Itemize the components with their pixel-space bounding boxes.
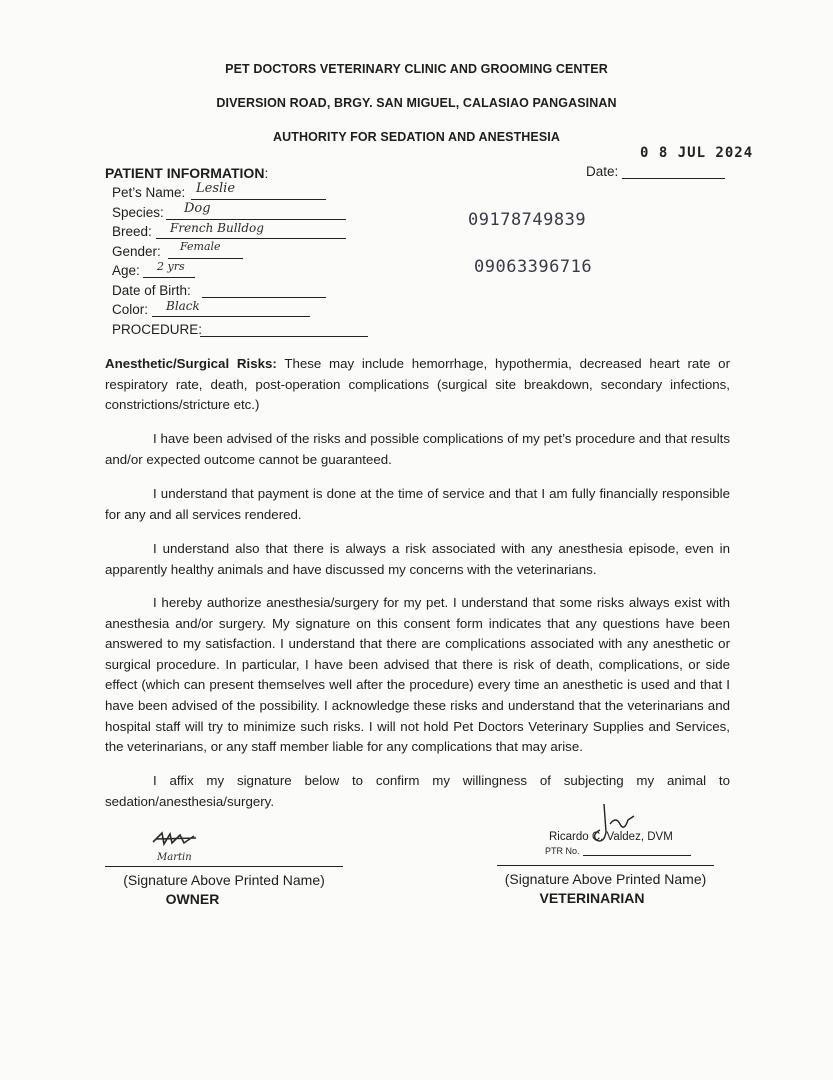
field-value-species: Dog <box>184 201 211 216</box>
field-value-pet-name: Leslie <box>196 181 236 196</box>
field-value-gender: Female <box>180 240 221 253</box>
field-label-color: Color: <box>112 302 149 317</box>
field-value-age: 2 yrs <box>157 260 185 273</box>
vet-printed-name: Ricardo C. Valdez, DVM <box>549 831 673 843</box>
owner-signature-scribble <box>150 828 202 850</box>
field-label-dob: Date of Birth: <box>112 283 191 298</box>
owner-caption: (Signature Above Printed Name) <box>123 872 325 888</box>
ptr-label: PTR No. <box>545 846 580 856</box>
owner-printed-name: Martin <box>157 852 192 863</box>
breed-line <box>156 238 346 239</box>
pet-name-line <box>191 199 326 200</box>
vet-caption: (Signature Above Printed Name) <box>504 871 707 887</box>
date-line <box>622 178 725 179</box>
clinic-name: PET DOCTORS VETERINARY CLINIC AND GROOMING CENTER <box>225 62 608 76</box>
patient-info-heading: PATIENT INFORMATION: <box>105 165 269 181</box>
owner-signature-line <box>105 866 343 867</box>
field-label-species: Species: <box>112 205 164 220</box>
field-label-procedure: PROCEDURE: <box>112 322 203 337</box>
clinic-address: DIVERSION ROAD, BRGY. SAN MIGUEL, CALASIAO PANGASINAN <box>216 96 617 110</box>
species-line <box>166 219 346 220</box>
color-line <box>152 316 310 317</box>
dob-line <box>202 297 326 298</box>
vet-signature-scribble <box>590 802 640 852</box>
field-label-breed: Breed: <box>112 224 152 239</box>
owner-role: OWNER <box>165 891 220 907</box>
risks-text: These may include hemorrhage, hypothermia, decreased heart rate or respiratory rate, death, post-operation complications (surgical site breakdown, secondary infections, constrictions/stricture etc.) <box>105 356 730 413</box>
consent-paragraph-1: I have been advised of the risks and possible complications of my pet’s procedure and that results and/or expected outcome cannot be guaranteed. <box>105 431 730 467</box>
ptr-line <box>583 855 691 856</box>
vet-role: VETERINARIAN <box>539 890 645 906</box>
consent-paragraph-4: I hereby authorize anesthesia/surgery for my pet. I understand that some risks always exist with anesthesia and/or surgery. My signature on this consent form indicates that any questions have been answered to my satisfaction. I understand that there are complications associated with any anesthetic or surgical procedure. In particular, I have been advised that there is risk of death, complications, or side effect (which can present themselves well after the procedure) every time an anesthetic is used and that I have been advised of the possibility. I acknowledge these risks and understand that the veterinarians and hospital staff will try to minimize such risks. I will not hold Pet Doctors Veterinary Supplies and Services, the veterinarians, or any staff member liable for any complications that may arise. <box>105 595 730 755</box>
date-stamp: 0 8 JUL 2024 <box>640 145 754 161</box>
date-label: Date: <box>586 164 619 179</box>
consent-paragraph-5: I affix my signature below to confirm my willingness of subjecting my animal to sedation/anesthesia/surgery. <box>105 773 730 809</box>
form-title: AUTHORITY FOR SEDATION AND ANESTHESIA <box>272 130 561 144</box>
age-line <box>143 277 195 278</box>
consent-paragraph-2: I understand that payment is done at the time of service and that I am fully financially responsible for any and all services rendered. <box>105 486 730 522</box>
field-label-pet-name: Pet’s Name: <box>112 185 186 200</box>
risks-heading: Anesthetic/Surgical Risks: <box>105 356 277 371</box>
phone-number-1: 09178749839 <box>468 210 587 230</box>
field-label-age: Age: <box>112 263 140 278</box>
gender-line <box>168 258 243 259</box>
field-label-gender: Gender: <box>112 244 161 259</box>
field-value-breed: French Bulldog <box>170 221 264 235</box>
phone-number-2: 09063396716 <box>474 257 593 277</box>
risks-paragraph <box>105 354 730 416</box>
procedure-line <box>200 336 368 337</box>
field-value-color: Black <box>166 299 200 313</box>
consent-paragraph-3: I understand also that there is always a risk associated with any anesthesia episode, even in apparently healthy animals and have discussed my concerns with the veterinarians. <box>105 541 730 577</box>
vet-signature-line <box>497 865 714 866</box>
